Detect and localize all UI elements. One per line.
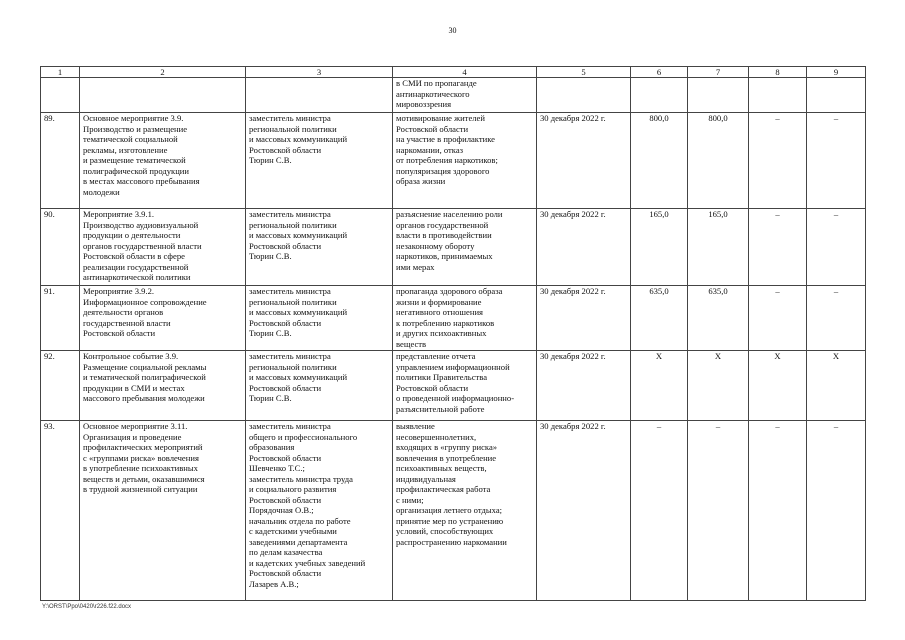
measures-table bbox=[40, 66, 866, 601]
value-col-9: – bbox=[807, 209, 866, 286]
header-col-2: 2 bbox=[80, 67, 246, 78]
value-col-8: – bbox=[749, 421, 807, 601]
row-number: 89. bbox=[41, 113, 80, 209]
measure-name: Мероприятие 3.9.2. Информационное сопровождение деятельности органов государственной власти Ростовской области bbox=[80, 286, 246, 351]
value-col-7: – bbox=[688, 421, 749, 601]
executor: заместитель министра региональной политики и массовых коммуникаций Ростовской области Тюрин С.В. bbox=[246, 351, 393, 421]
measure-name: Основное мероприятие 3.11. Организация и проведение профилактических мероприятий с «группами риска» вовлечения в употребление психоактивных веществ и детьми, оказавшимися в трудной жизненной ситуации bbox=[80, 421, 246, 601]
deadline: 30 декабря 2022 г. bbox=[537, 351, 631, 421]
deadline: 30 декабря 2022 г. bbox=[537, 209, 631, 286]
value-col-7: 800,0 bbox=[688, 113, 749, 209]
expected-result: выявление несовершеннолетних, входящих в «группу риска» вовлечения в употребление психоактивных веществ, индивидуальная профилактическая работа с ними; организация летнего отдыха; принятие мер по устранению условий, способствующих распространению наркомании bbox=[393, 421, 537, 601]
value-col-6: 635,0 bbox=[631, 286, 688, 351]
expected-result: пропаганда здорового образа жизни и формирование негативного отношения к потреблению наркотиков и других психоактивных веществ bbox=[393, 286, 537, 351]
header-col-1: 1 bbox=[41, 67, 80, 78]
row-number: 90. bbox=[41, 209, 80, 286]
deadline: 30 декабря 2022 г. bbox=[537, 286, 631, 351]
value-col-6: X bbox=[631, 351, 688, 421]
value-col-7: X bbox=[688, 351, 749, 421]
value-col-8: X bbox=[749, 351, 807, 421]
row-number: 92. bbox=[41, 351, 80, 421]
expected-result: представление отчета управлением информационной политики Правительства Ростовской области о проведенной информационно- разъяснительной работе bbox=[393, 351, 537, 421]
value-col-6: 800,0 bbox=[631, 113, 688, 209]
continuation-row bbox=[41, 78, 866, 113]
table-row bbox=[41, 421, 866, 601]
header-col-9: 9 bbox=[807, 67, 866, 78]
value-col-6: 165,0 bbox=[631, 209, 688, 286]
value-col-9: – bbox=[807, 286, 866, 351]
value-col-7: 165,0 bbox=[688, 209, 749, 286]
executor: заместитель министра региональной политики и массовых коммуникаций Ростовской области Тюрин С.В. bbox=[246, 286, 393, 351]
header-col-7: 7 bbox=[688, 67, 749, 78]
table-row bbox=[41, 209, 866, 286]
table-row bbox=[41, 113, 866, 209]
header-col-6: 6 bbox=[631, 67, 688, 78]
page-number: 30 bbox=[448, 26, 457, 35]
value-col-9: – bbox=[807, 113, 866, 209]
value-col-7: 635,0 bbox=[688, 286, 749, 351]
value-col-8: – bbox=[749, 113, 807, 209]
executor: заместитель министра общего и профессионального образования Ростовской области Шевченко Т.С.; заместитель министра труда и социального развития Ростовской области Порядочная О.В.; начальник отдела по работе с кадетскими учебными заведениями департамента по делам казачества и кадетских учебных заведений Ростовской области Лазарев А.В.; bbox=[246, 421, 393, 601]
deadline: 30 декабря 2022 г. bbox=[537, 421, 631, 601]
executor: заместитель министра региональной политики и массовых коммуникаций Ростовской области Тюрин С.В. bbox=[246, 209, 393, 286]
column-number-header bbox=[41, 67, 866, 78]
header-col-4: 4 bbox=[393, 67, 537, 78]
header-col-5: 5 bbox=[537, 67, 631, 78]
value-col-8: – bbox=[749, 286, 807, 351]
row-number: 93. bbox=[41, 421, 80, 601]
footer-file-path: Y:\ORST\Ppo\0420\r226.f22.docx bbox=[42, 604, 132, 610]
value-col-9: X bbox=[807, 351, 866, 421]
measure-name: Основное мероприятие 3.9. Производство и размещение тематической социальной рекламы, изготовление и размещение тематической полиграфической продукции в местах массового пребывания молодежи bbox=[80, 113, 246, 209]
deadline: 30 декабря 2022 г. bbox=[537, 113, 631, 209]
value-col-6: – bbox=[631, 421, 688, 601]
expected-result: разъяснение населению роли органов государственной власти в противодействии незаконному обороту наркотиков, принимаемых ими мерах bbox=[393, 209, 537, 286]
value-col-9: – bbox=[807, 421, 866, 601]
header-col-3: 3 bbox=[246, 67, 393, 78]
executor: заместитель министра региональной политики и массовых коммуникаций Ростовской области Тюрин С.В. bbox=[246, 113, 393, 209]
header-col-8: 8 bbox=[749, 67, 807, 78]
continuation-result: в СМИ по пропаганде антинаркотического мировоззрения bbox=[393, 78, 537, 113]
measure-name: Мероприятие 3.9.1. Производство аудиовизуальной продукции о деятельности органов государственной власти Ростовской области в сфере реализации государственной антинаркотической политики bbox=[80, 209, 246, 286]
measure-name: Контрольное событие 3.9. Размещение социальной рекламы и тематической полиграфической продукции в СМИ и местах массового пребывания молодежи bbox=[80, 351, 246, 421]
row-number: 91. bbox=[41, 286, 80, 351]
value-col-8: – bbox=[749, 209, 807, 286]
table-row bbox=[41, 351, 866, 421]
expected-result: мотивирование жителей Ростовской области на участие в профилактике наркомании, отказ от потребления наркотиков; популяризация здорового образа жизни bbox=[393, 113, 537, 209]
table-row bbox=[41, 286, 866, 351]
